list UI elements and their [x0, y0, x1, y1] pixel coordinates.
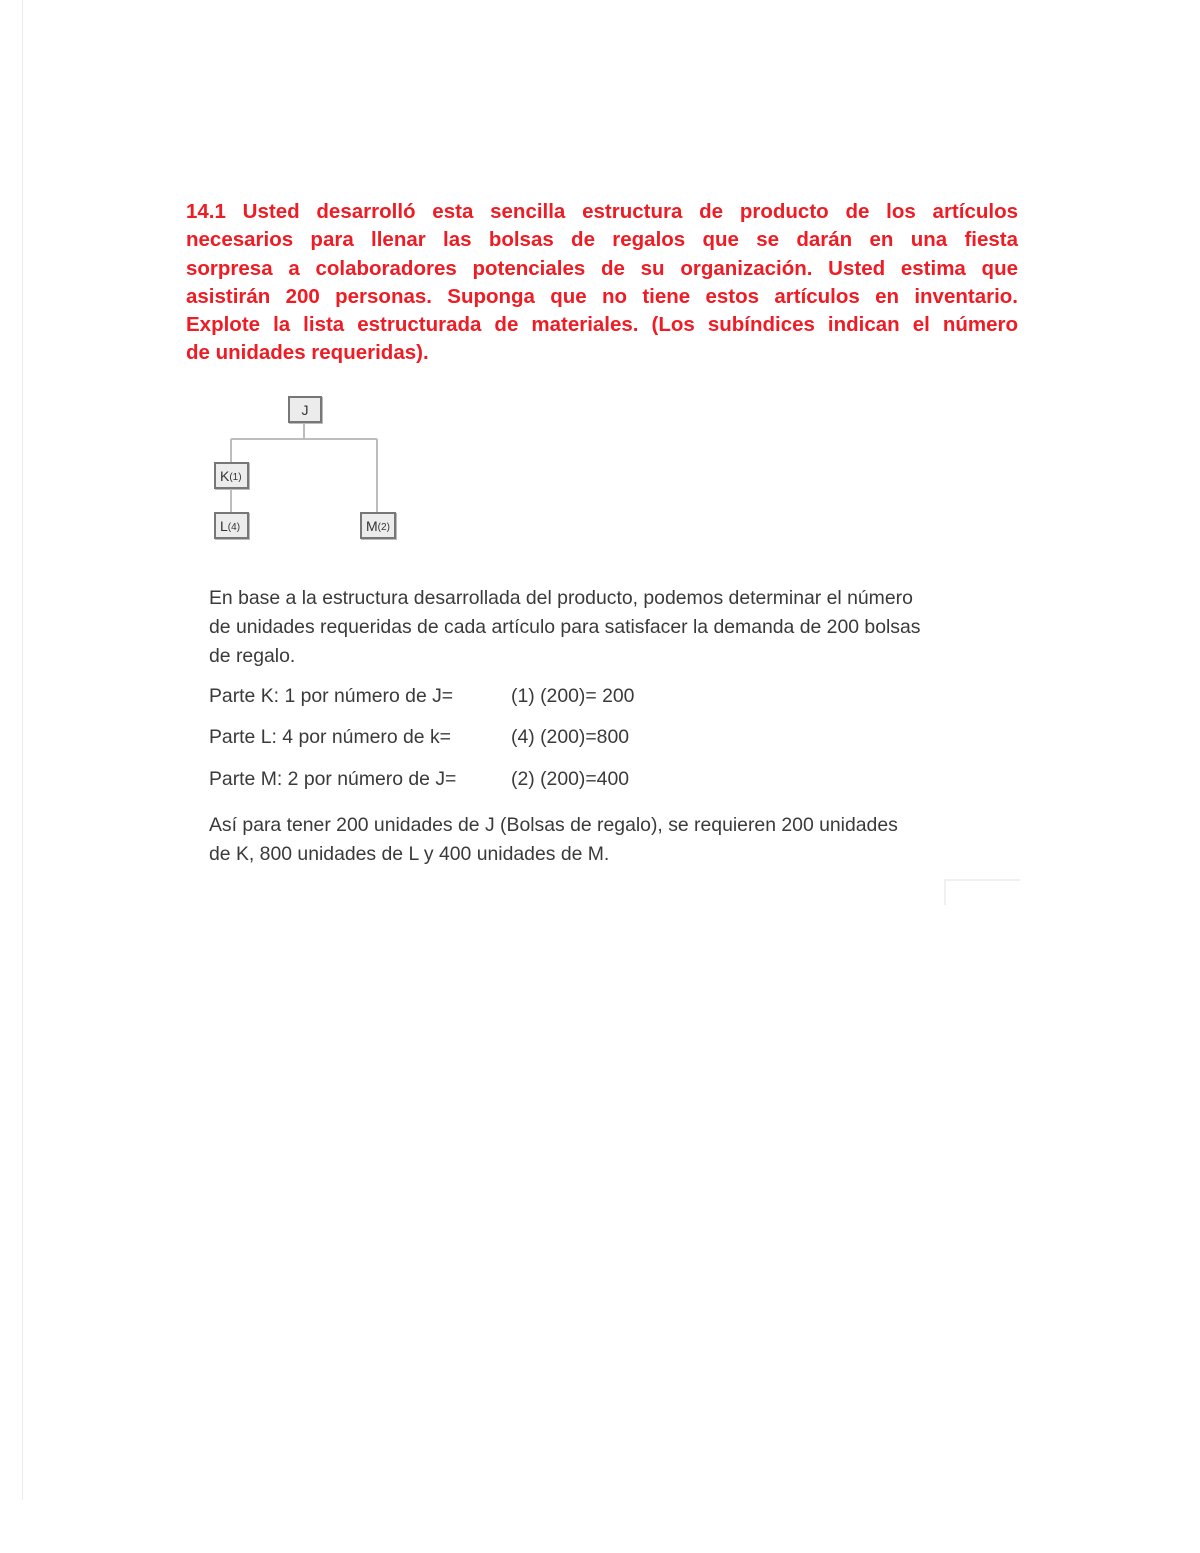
problem-statement [186, 198, 1018, 368]
conclusion-line: de K, 800 unidades de L y 400 unidades de M. [209, 843, 610, 865]
calc-value: (4) (200)=800 [511, 726, 630, 748]
node-k [214, 462, 249, 489]
solution-intro [209, 584, 920, 671]
calc-row-k [209, 685, 635, 708]
calc-row-m [209, 768, 630, 791]
node-l-label: L [220, 517, 228, 534]
problem-line: sorpresa a colaboradores potenciales de su organización. Usted estima que [186, 256, 1018, 280]
calc-label: Parte M: 2 por número de J= [209, 768, 457, 790]
problem-line: asistirán 200 personas. Suponga que no tiene estos artículos en inventario. [186, 284, 1018, 308]
conclusion-line: Así para tener 200 unidades de J (Bolsas de regalo), se requieren 200 unidades [209, 814, 898, 836]
intro-line: de regalo. [209, 645, 296, 667]
node-j-label: J [301, 401, 309, 418]
node-k-label: K [220, 467, 230, 484]
calc-value: (1) (200)= 200 [511, 685, 635, 707]
node-m-label: M [366, 517, 378, 534]
calc-row-l [209, 726, 630, 749]
solution-conclusion [209, 811, 898, 869]
node-l-subscript: (4) [227, 522, 241, 533]
node-m [360, 512, 396, 539]
node-m-subscript: (2) [377, 522, 390, 533]
calc-label: Parte K: 1 por número de J= [209, 685, 454, 707]
problem-line: de unidades requeridas). [186, 341, 429, 365]
calc-label: Parte L: 4 por número de k= [209, 726, 451, 748]
node-k-subscript: (1) [229, 472, 242, 483]
node-j [288, 396, 322, 423]
problem-line: Explote la lista estructurada de materiales. (Los subíndices indican el número [186, 313, 1018, 337]
calc-value: (2) (200)=400 [511, 768, 630, 790]
node-l [214, 512, 249, 539]
problem-line: 14.1 Usted desarrolló esta sencilla estructura de producto de los artículos [186, 200, 1018, 223]
page-edge-line [22, 0, 23, 1500]
problem-line: necesarios para llenar las bolsas de regalos que se darán en una fiesta [186, 228, 1018, 252]
image-crop-corner [944, 879, 1020, 905]
intro-line: de unidades requeridas de cada artículo para satisfacer la demanda de 200 bolsas [209, 616, 921, 638]
intro-line: En base a la estructura desarrollada del producto, podemos determinar el número [209, 587, 913, 609]
